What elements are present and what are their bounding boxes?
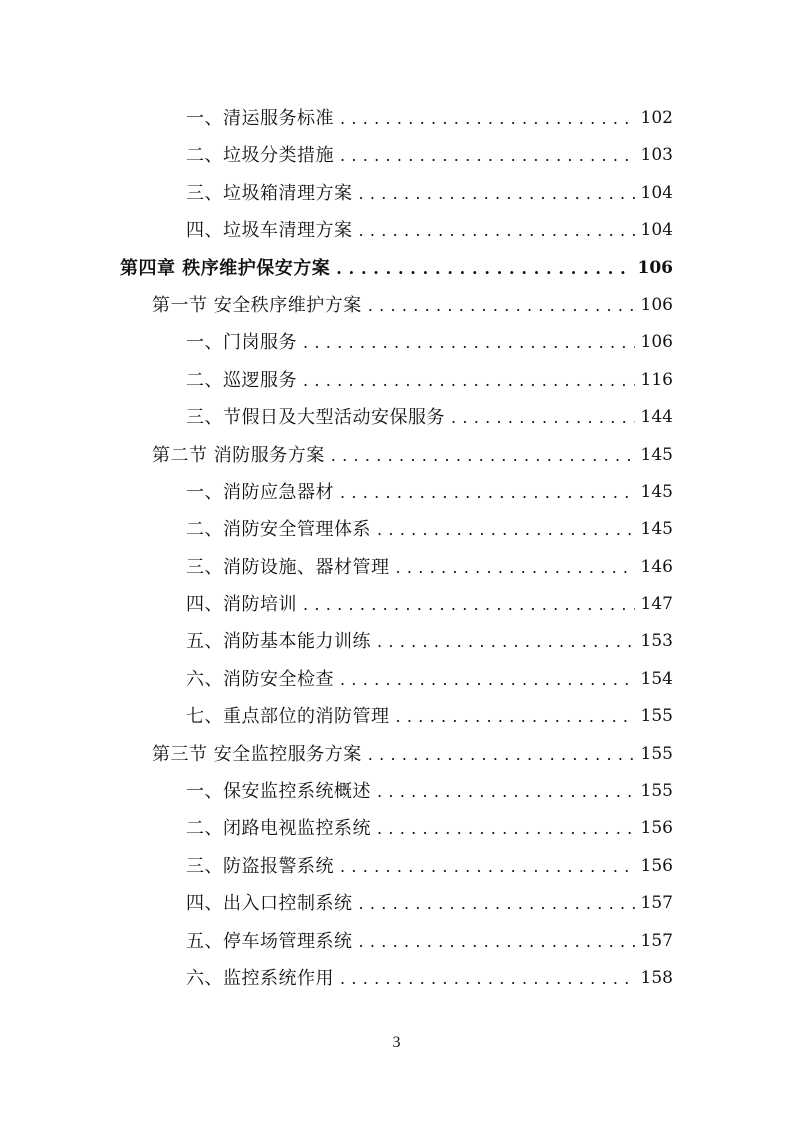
toc-entry-page: 144 <box>640 407 673 428</box>
toc-entry-title: 四、垃圾车清理方案 <box>186 220 353 242</box>
toc-dot-leader <box>451 399 635 436</box>
toc-entry-title: 二、垃圾分类措施 <box>186 145 334 167</box>
toc-entry[interactable] <box>0 623 793 660</box>
toc-entry[interactable] <box>0 175 793 212</box>
toc-entry-title: 一、保安监控系统概述 <box>186 781 371 803</box>
toc-entry-title: 三、消防设施、器材管理 <box>186 556 390 578</box>
toc-entry-page: 155 <box>640 743 673 764</box>
toc-dot-leader <box>340 661 635 698</box>
toc-section-entry[interactable] <box>0 437 793 474</box>
toc-entry[interactable] <box>0 474 793 511</box>
toc-entry-page: 103 <box>640 145 673 166</box>
toc-dot-leader <box>368 736 635 773</box>
toc-section-entry[interactable] <box>0 736 793 773</box>
toc-entry-title: 六、消防安全检查 <box>186 668 334 690</box>
toc-entry[interactable] <box>0 212 793 249</box>
toc-entry-page: 157 <box>640 930 673 951</box>
toc-entry-page: 102 <box>640 108 673 128</box>
toc-entry-page: 155 <box>640 706 673 727</box>
toc-entry-title: 第三节 安全监控服务方案 <box>152 743 362 765</box>
toc-entry-title: 五、停车场管理系统 <box>186 930 353 952</box>
toc-entry-title: 一、消防应急器材 <box>186 481 334 503</box>
toc-dot-leader <box>359 885 635 922</box>
toc-entry-page: 155 <box>640 781 673 802</box>
toc-entry[interactable] <box>0 923 793 960</box>
toc-entry-title: 二、闭路电视监控系统 <box>186 818 371 840</box>
page-number: 3 <box>392 1034 401 1051</box>
toc-entry-title: 第一节 安全秩序维护方案 <box>152 294 362 316</box>
toc-entry-page: 156 <box>640 818 673 839</box>
toc-entry[interactable] <box>0 810 793 847</box>
toc-entry[interactable] <box>0 698 793 735</box>
toc-entry-page: 104 <box>640 220 673 241</box>
toc-entry[interactable] <box>0 137 793 174</box>
toc-chapter-entry[interactable] <box>0 250 793 287</box>
toc-entry-title: 六、监控系统作用 <box>186 967 334 989</box>
toc-dot-leader <box>340 960 635 997</box>
toc-dot-leader <box>359 175 635 212</box>
toc-dot-leader <box>396 549 635 586</box>
toc-entry[interactable] <box>0 773 793 810</box>
toc-dot-leader <box>340 474 635 511</box>
toc-dot-leader <box>377 511 635 548</box>
toc-entry-title: 一、门岗服务 <box>186 332 297 354</box>
toc-entry-title: 二、巡逻服务 <box>186 369 297 391</box>
toc-entry-page: 146 <box>640 556 673 577</box>
toc-entry-page: 106 <box>640 294 673 315</box>
toc-dot-leader <box>340 848 635 885</box>
toc-dot-leader <box>396 698 635 735</box>
toc-entry-page: 106 <box>637 257 673 278</box>
toc-dot-leader <box>359 923 635 960</box>
toc-entry-title: 三、防盗报警系统 <box>186 855 334 877</box>
toc-entry[interactable] <box>0 324 793 361</box>
toc-entry[interactable] <box>0 848 793 885</box>
toc-dot-leader <box>340 100 635 137</box>
toc-dot-leader <box>340 137 635 174</box>
toc-entry-title: 一、清运服务标准 <box>186 108 334 129</box>
toc-entry-page: 145 <box>640 444 673 465</box>
toc-entry[interactable] <box>0 885 793 922</box>
toc-entry-page: 156 <box>640 855 673 876</box>
toc-entry-page: 106 <box>640 332 673 353</box>
toc-dot-leader <box>303 324 635 361</box>
toc-section-entry[interactable] <box>0 287 793 324</box>
toc-entry-title: 第二节 消防服务方案 <box>152 444 325 466</box>
toc-entry[interactable] <box>0 586 793 623</box>
toc-dot-leader <box>377 623 635 660</box>
toc-dot-leader <box>377 810 635 847</box>
toc-dot-leader <box>336 250 631 287</box>
toc-entry[interactable] <box>0 661 793 698</box>
toc-entry[interactable] <box>0 511 793 548</box>
toc-entry-page: 154 <box>640 668 673 689</box>
toc-dot-leader <box>377 773 635 810</box>
toc-dot-leader <box>331 437 635 474</box>
toc-entry-title: 七、重点部位的消防管理 <box>186 706 390 728</box>
toc-entry-page: 147 <box>640 594 673 615</box>
toc-entry-title: 四、出入口控制系统 <box>186 893 353 915</box>
toc-entry-title: 二、消防安全管理体系 <box>186 519 371 541</box>
toc-entry-title: 三、节假日及大型活动安保服务 <box>186 407 445 429</box>
toc-entry-page: 116 <box>640 369 673 390</box>
toc-entry-title: 第四章 秩序维护保安方案 <box>120 257 331 279</box>
toc-entry[interactable] <box>0 100 793 137</box>
toc-entry-title: 四、消防培训 <box>186 594 297 616</box>
table-of-contents <box>0 100 793 997</box>
toc-dot-leader <box>359 212 635 249</box>
toc-entry-page: 145 <box>640 519 673 540</box>
toc-entry[interactable] <box>0 549 793 586</box>
toc-entry[interactable] <box>0 399 793 436</box>
toc-entry[interactable] <box>0 960 793 997</box>
toc-entry-page: 104 <box>640 182 673 203</box>
toc-entry-title: 五、消防基本能力训练 <box>186 631 371 653</box>
toc-entry[interactable] <box>0 362 793 399</box>
toc-entry-page: 153 <box>640 631 673 652</box>
toc-entry-page: 158 <box>640 967 673 988</box>
toc-dot-leader <box>303 586 635 623</box>
toc-dot-leader <box>368 287 635 324</box>
toc-entry-page: 157 <box>640 893 673 914</box>
toc-dot-leader <box>303 362 635 399</box>
toc-entry-title: 三、垃圾箱清理方案 <box>186 182 353 204</box>
toc-entry-page: 145 <box>640 481 673 502</box>
